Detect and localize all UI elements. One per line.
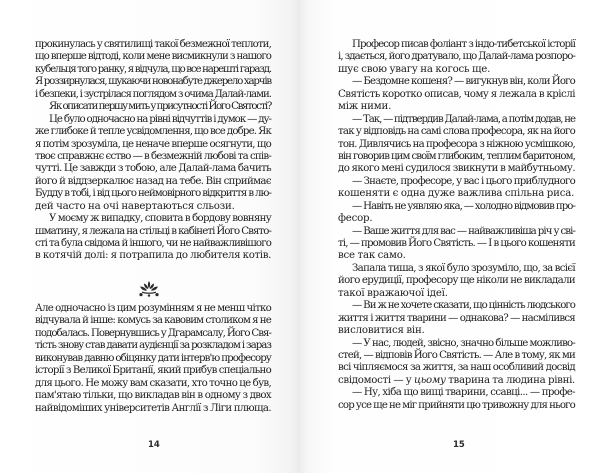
text-line: найвідоміших університетів Англії з Ліги плюща. [35,402,271,414]
text-line: прокинулась у святилищі такої безмежної теплоти, [35,39,271,50]
text-line: я потім зрозуміла, це неначе вперше осягнути, що [35,138,271,150]
right-page-text [338,39,575,412]
text-line: — Ну, хіба що вищі тварини, ссавці... — профе- [352,387,575,399]
text-line: — У нас, людей, звісно, значно більше можливо- [352,337,575,349]
text-line: — Навіть не уявляю яка, — холодно відмовив про- [352,200,575,212]
text-line: життя і життя тварини — однакова? — насмілився [338,312,575,324]
text-line: висловитися він. [338,325,425,337]
left-page-text-block-2 [35,303,271,415]
text-line: ті, — промовив Його Святість. — І в цього кошеняти [338,238,575,249]
text-line: всі чіпляємося за життя, за наш особливий досвід [338,362,575,374]
text-line: відчувала й інше: комусь за кавовим столиком я не [35,315,271,327]
right-page [300,0,600,473]
text-line: Як описати першу мить у присутності Його Святості? [49,101,271,113]
text-line: для цього. Не можу вам сказати, хто точно це був, [35,377,271,389]
page-number: 15 [453,440,465,450]
text-line: його й віддзеркалює назад на тебе. Він сприймає [35,175,271,187]
text-segment: свідомості — у [338,374,414,386]
text-line: що вперше відтоді, коли мене висмикнули з нашого [35,51,271,63]
text-line: Професор писав фоліант з індо-тибетської історії [352,39,575,50]
text-line: — Ваше життя для вас — найважливіша річ у сві- [352,225,575,237]
text-line: сор усе ще не міг прийняти цю тривожну для нього [338,399,575,411]
text-line: тон. Дивлячись на професора з ніжною усмішкою, [338,138,575,150]
text-line: шує свою увагу на когось ще. [338,63,491,75]
text-segment: тварина та людина рівні. [445,374,575,386]
text-line: до якого мені судилося звикнути в майбутньому. [338,163,575,175]
text-line: сті та була свідома й іншого, чи не найважливішого [35,238,271,249]
text-line: дей часто на очі навертаються сльози. [35,200,235,212]
text-line: фесор. [338,213,373,225]
text-line: пам'ятаю тільки, що викладав він в одному з двох [35,390,271,402]
text-line: Святість коротко описав, чому я лежала в кріслі [338,88,575,100]
text-line: шматину, я лежала на стільці в кабінеті Його Свято- [35,225,271,237]
text-line: подобалась. Повернувшись у Дгарамсалу, Його Свя- [35,327,271,339]
text-line: У моєму ж випадку, сповита в бордову вовняну [49,213,271,225]
text-line: все так само. [338,250,406,262]
text-line: стей, — відповів Його Святість. — Але в тому, як ми [338,349,575,361]
text-line: — Ви ж не хочете сказати, що цінність людського [352,300,576,312]
text-line: він говорив цим своїм глибоким, теплим баритоном, [338,150,575,162]
text-line: — Бездомне кошеня? — вигукнув він, коли Його [352,76,575,88]
text-line: і безпеки, і зустрілася поглядом з очима Далай-лами. [35,88,271,100]
text-line: же глибоке й тепле усвідомлення, що все добре. Як [35,126,271,138]
text-line: Запала тиша, з якої було зрозуміло, що, за всієї [352,262,575,274]
text-line: між ними. [338,101,392,113]
text-line: чутті. Це завжди з тобою, але Далай-лама бачить [35,163,271,175]
text-line: в котячій долі: я потрапила до любителя котів. [35,250,271,262]
text-line: Але одночасно із цим розумінням я не менш чітко [35,303,271,314]
text-line: його ерудиції, професору ще ніколи не викладали [338,275,575,287]
text-line: — Так, — підтвердив Далай-лама, а потім додав, не [352,113,575,125]
text-line: Я роззирнулася, шукаючи новонабуте джерело харчів [35,76,271,88]
text-line: такої вражаючої ідеї. [338,287,448,299]
text-line: історії з Великої Британії, який прибув спеціально [35,365,271,377]
left-page-text-block-1 [35,39,271,263]
page-number: 14 [148,440,160,450]
text-line: так у відповідь на самі слова професора, як на його [338,126,575,138]
text-line: Це було одночасно на рівні відчуттів і думок — ду- [49,113,271,125]
text-line: кубельця того ранку, я відчула, що все нарешті гаразд. [35,63,271,75]
text-line [338,375,575,387]
text-line: тість знову став давати аудієнції за розкладом і зараз [35,340,271,352]
text-line: кошеняти є одна дуже важлива спільна риса. [338,188,575,200]
emphasis-text: цьому [414,374,446,386]
text-line: Будду в тобі, і від цього неймовірного відкриття в лю- [35,188,271,200]
text-line: — Знаєте, професоре, у вас і цього приблудного [352,175,575,187]
text-line: виконував давню обіцянку дати інтерв'ю професору [35,352,271,364]
lotus-ornament-icon [138,280,160,298]
text-line: і, здається, його дратувало, що Далай-лама розпоро- [338,51,575,63]
text-line: твоє справжнє єство — в безмежній любові та спів- [35,150,271,162]
